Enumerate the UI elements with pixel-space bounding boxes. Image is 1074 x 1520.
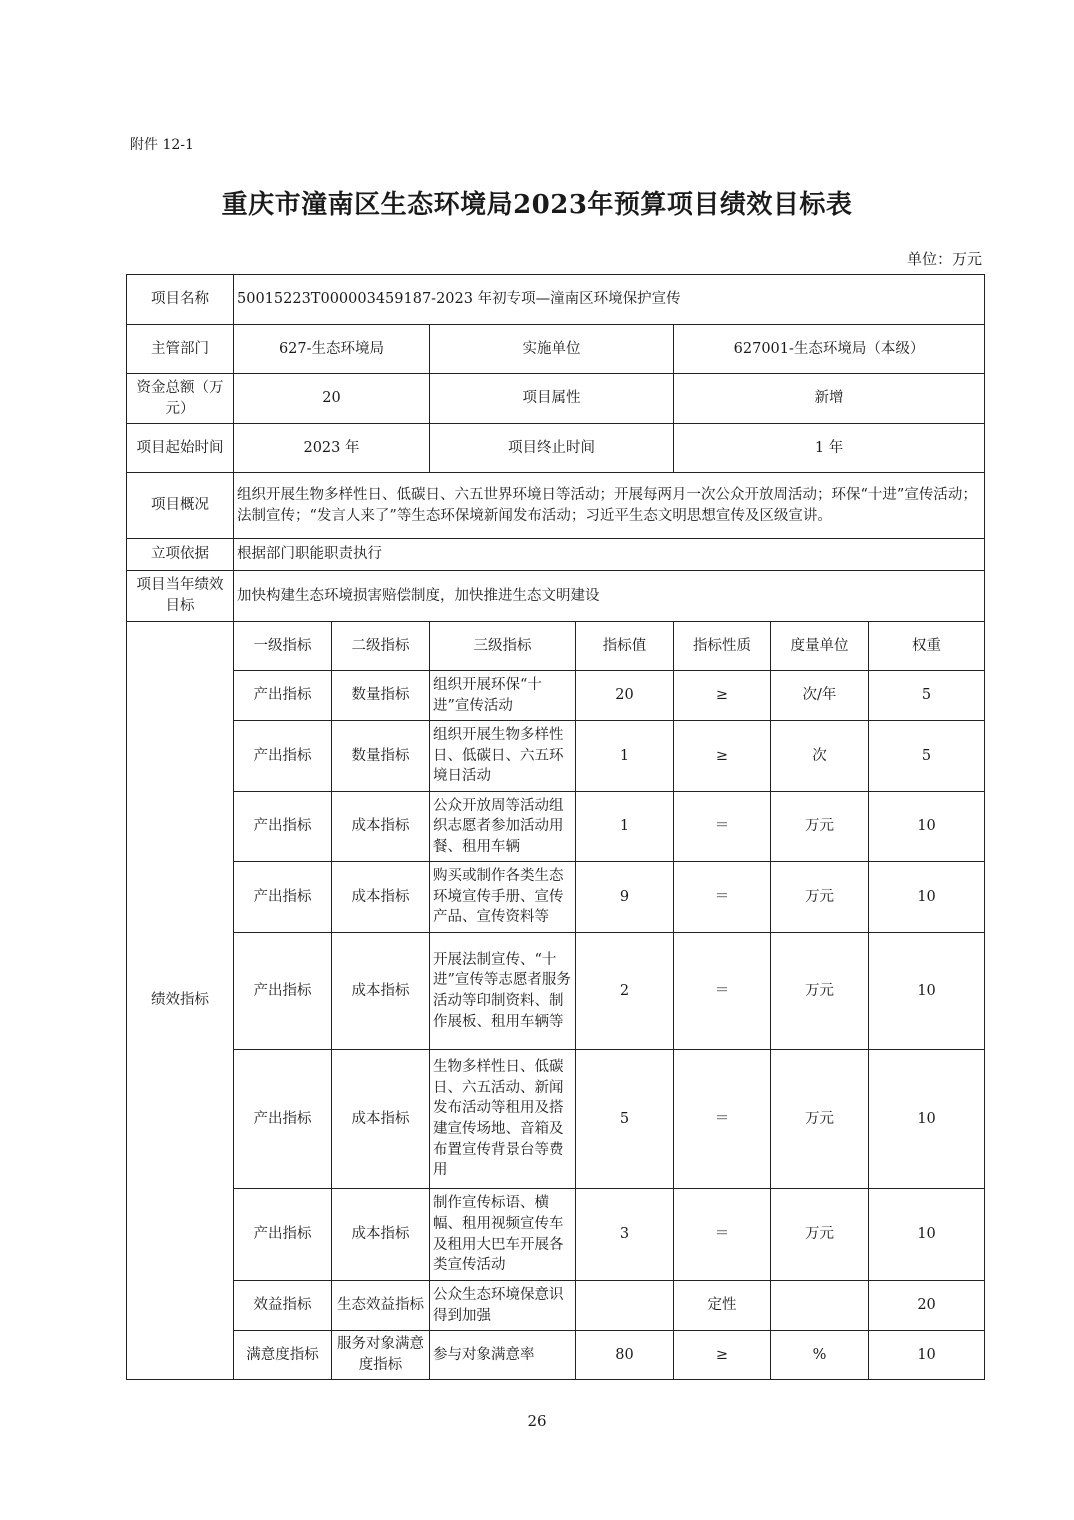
indicator-level1: 产出指标 <box>234 671 332 721</box>
indicator-row <box>127 1281 985 1331</box>
header-level1: 一级指标 <box>234 622 332 671</box>
indicator-nature: ＝ <box>674 1050 771 1189</box>
indicator-level1: 产出指标 <box>234 792 332 862</box>
performance-table <box>126 274 985 1380</box>
start-time-label: 项目起始时间 <box>127 424 234 473</box>
indicator-header-row <box>127 622 985 671</box>
indicator-unit: 万元 <box>771 1050 869 1189</box>
indicator-unit: 次 <box>771 721 869 792</box>
indicator-unit: % <box>771 1331 869 1380</box>
indicator-weight: 10 <box>869 933 985 1050</box>
funds-row <box>127 374 985 424</box>
indicator-row <box>127 1189 985 1281</box>
indicator-weight: 20 <box>869 1281 985 1331</box>
indicator-level1: 产出指标 <box>234 1050 332 1189</box>
indicator-level3: 购买或制作各类生态环境宣传手册、宣传产品、宣传资料等 <box>430 862 576 933</box>
indicator-level1: 产出指标 <box>234 721 332 792</box>
indicator-weight: 5 <box>869 721 985 792</box>
indicator-level2: 成本指标 <box>332 862 430 933</box>
project-name-row <box>127 275 985 325</box>
indicator-nature: ＝ <box>674 1189 771 1281</box>
indicator-level2: 成本指标 <box>332 1189 430 1281</box>
page-number: 26 <box>527 1412 547 1430</box>
project-attr-value: 新增 <box>674 374 985 424</box>
header-value: 指标值 <box>576 622 674 671</box>
overview-label: 项目概况 <box>127 473 234 539</box>
indicator-level1: 效益指标 <box>234 1281 332 1331</box>
indicator-value: 20 <box>576 671 674 721</box>
department-row <box>127 325 985 374</box>
page-title: 重庆市潼南区生态环境局2023年预算项目绩效目标表 <box>221 190 853 220</box>
indicator-level3: 公众开放周等活动组织志愿者参加活动用餐、租用车辆 <box>430 792 576 862</box>
end-time-label: 项目终止时间 <box>430 424 674 473</box>
indicator-nature: ＝ <box>674 862 771 933</box>
indicator-level1: 满意度指标 <box>234 1331 332 1380</box>
indicator-value: 1 <box>576 721 674 792</box>
department-value: 627-生态环境局 <box>234 325 430 374</box>
attachment-label: 附件 12-1 <box>130 137 194 153</box>
goal-row <box>127 571 985 622</box>
indicator-level2: 生态效益指标 <box>332 1281 430 1331</box>
indicator-level3: 组织开展生物多样性日、低碳日、六五环境日活动 <box>430 721 576 792</box>
indicator-value: 2 <box>576 933 674 1050</box>
indicator-level2: 数量指标 <box>332 671 430 721</box>
indicator-nature: ≥ <box>674 721 771 792</box>
indicator-value: 9 <box>576 862 674 933</box>
indicator-level1: 产出指标 <box>234 862 332 933</box>
indicator-level3: 参与对象满意率 <box>430 1331 576 1380</box>
basis-label: 立项依据 <box>127 539 234 571</box>
basis-value: 根据部门职能职责执行 <box>234 539 985 571</box>
indicator-value: 80 <box>576 1331 674 1380</box>
indicator-weight: 10 <box>869 1331 985 1380</box>
goal-value: 加快构建生态环境损害赔偿制度，加快推进生态文明建设 <box>234 571 985 622</box>
indicator-level1: 产出指标 <box>234 933 332 1050</box>
funds-label: 资金总额（万元） <box>127 374 234 424</box>
header-level3: 三级指标 <box>430 622 576 671</box>
basis-row <box>127 539 985 571</box>
overview-value: 组织开展生物多样性日、低碳日、六五世界环境日等活动；开展每两月一次公众开放周活动；环保“十进”宣传活动；法制宣传；“发言人来了”等生态环保境新闻发布活动；习近平生态文明思想宣传及区级宣讲。 <box>234 473 985 539</box>
indicator-level2: 数量指标 <box>332 721 430 792</box>
funds-value: 20 <box>234 374 430 424</box>
indicators-section-label: 绩效指标 <box>127 622 234 1380</box>
indicator-unit: 万元 <box>771 933 869 1050</box>
indicator-weight: 10 <box>869 1050 985 1189</box>
header-weight: 权重 <box>869 622 985 671</box>
indicator-unit: 万元 <box>771 792 869 862</box>
indicator-value <box>576 1281 674 1331</box>
indicator-weight: 5 <box>869 671 985 721</box>
indicator-level3: 制作宣传标语、横幅、租用视频宣传车及租用大巴车开展各类宣传活动 <box>430 1189 576 1281</box>
indicator-row <box>127 721 985 792</box>
end-time-value: 1 年 <box>674 424 985 473</box>
indicator-level2: 成本指标 <box>332 1050 430 1189</box>
indicator-row <box>127 671 985 721</box>
indicator-level3: 开展法制宣传、“十进”宣传等志愿者服务活动等印制资料、制作展板、租用车辆等 <box>430 933 576 1050</box>
indicator-level1: 产出指标 <box>234 1189 332 1281</box>
indicator-unit: 万元 <box>771 862 869 933</box>
project-name-label: 项目名称 <box>127 275 234 325</box>
indicator-level2: 成本指标 <box>332 933 430 1050</box>
indicator-nature: 定性 <box>674 1281 771 1331</box>
header-nature: 指标性质 <box>674 622 771 671</box>
header-level2: 二级指标 <box>332 622 430 671</box>
header-unit: 度量单位 <box>771 622 869 671</box>
indicator-row <box>127 1050 985 1189</box>
indicator-row <box>127 862 985 933</box>
indicator-value: 1 <box>576 792 674 862</box>
indicator-row <box>127 933 985 1050</box>
project-attr-label: 项目属性 <box>430 374 674 424</box>
indicator-level2: 服务对象满意度指标 <box>332 1331 430 1380</box>
goal-label: 项目当年绩效目标 <box>127 571 234 622</box>
indicator-row <box>127 792 985 862</box>
project-name-value: 50015223T000003459187-2023 年初专项—潼南区环境保护宣传 <box>234 275 985 325</box>
indicator-nature: ≥ <box>674 1331 771 1380</box>
impl-unit-label: 实施单位 <box>430 325 674 374</box>
indicator-nature: ＝ <box>674 792 771 862</box>
indicator-level3: 组织开展环保“十进”宣传活动 <box>430 671 576 721</box>
indicator-nature: ＝ <box>674 933 771 1050</box>
indicator-row <box>127 1331 985 1380</box>
overview-row <box>127 473 985 539</box>
indicator-weight: 10 <box>869 792 985 862</box>
indicator-level2: 成本指标 <box>332 792 430 862</box>
indicator-value: 5 <box>576 1050 674 1189</box>
indicator-unit: 次/年 <box>771 671 869 721</box>
indicator-level3: 生物多样性日、低碳日、六五活动、新闻发布活动等租用及搭建宣传场地、音箱及布置宣传背景台等费用 <box>430 1050 576 1189</box>
indicator-level3: 公众生态环境保意识得到加强 <box>430 1281 576 1331</box>
unit-label: 单位：万元 <box>906 250 982 268</box>
impl-unit-value: 627001-生态环境局（本级） <box>674 325 985 374</box>
indicator-unit: 万元 <box>771 1189 869 1281</box>
indicator-weight: 10 <box>869 1189 985 1281</box>
timing-row <box>127 424 985 473</box>
indicator-weight: 10 <box>869 862 985 933</box>
indicator-unit <box>771 1281 869 1331</box>
indicator-value: 3 <box>576 1189 674 1281</box>
department-label: 主管部门 <box>127 325 234 374</box>
start-time-value: 2023 年 <box>234 424 430 473</box>
indicator-nature: ≥ <box>674 671 771 721</box>
